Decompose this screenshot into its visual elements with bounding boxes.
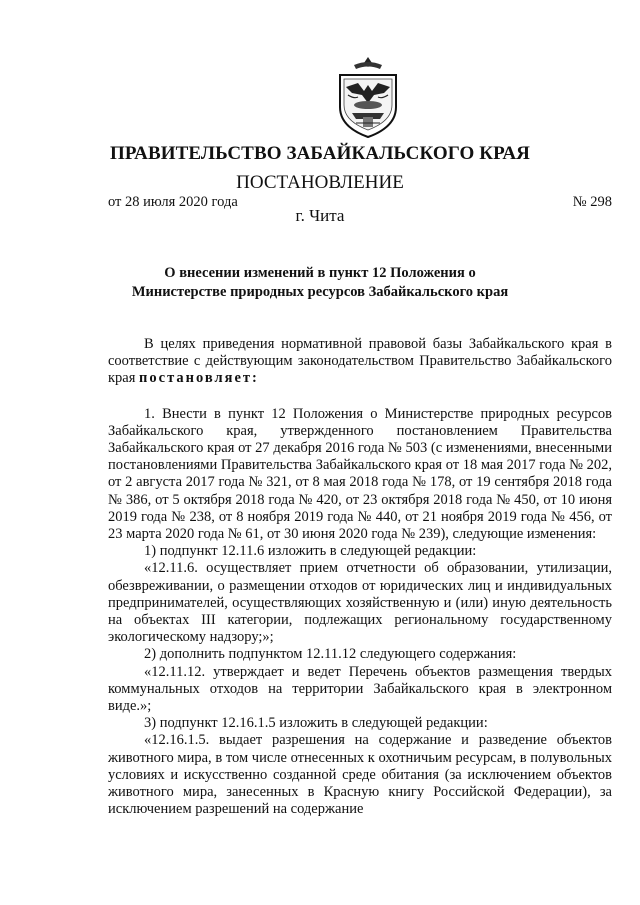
coat-of-arms-icon bbox=[334, 55, 402, 139]
city: г. Чита bbox=[295, 206, 345, 225]
document-body bbox=[108, 336, 612, 818]
paragraph-7: «12.16.1.5. выдает разрешения на содержание и разведение объектов животного мира, в том числе отнесенных к охотничьим ресурсам, в полувольных условиях и искусственно созданной среде обитания (за исключением объектов животного мира, занесенных в Красную книгу Российской Федерации), за исключением разрешений на содержание bbox=[108, 732, 612, 818]
preamble-text: В целях приведения нормативной правовой базы Забайкальского края в соответствие с действующим законодательством Правительство Забайкальского края bbox=[108, 336, 612, 387]
paragraph-5: «12.11.12. утверждает и ведет Перечень объектов размещения твердых коммунальных отходов на территории Забайкальского края в электронном виде.»; bbox=[108, 663, 612, 715]
preamble-paragraph bbox=[108, 336, 612, 388]
document-date: от 28 июля 2020 года bbox=[108, 194, 238, 210]
paragraph-3: «12.11.6. осуществляет прием отчетности об образовании, утилизации, обезвреживании, о размещении отходов от юридических лиц и индивидуальных предпринимателей, осуществляющих хозяйственную и (или) иную деятельность на объектах III категории, подлежащих региональному государственному экологическому надзору;»; bbox=[108, 560, 612, 646]
paragraph-1: 1. Внести в пункт 12 Положения о Министерстве природных ресурсов Забайкальского края, утвержденного постановлением Правительства Забайкальского края от 27 декабря 2016 года № 503 (с изменениями, внесенными постановлениями Правительства Забайкальского края от 18 мая 2017 года № 202, от 2 августа 2017 года № 321, от 8 мая 2018 года № 178, от 19 сентября 2018 года № 386, от 5 октября 2018 года № 420, от 23 октября 2018 года № 450, от 10 июня 2019 года № 238, от 8 ноября 2019 года № 440, от 21 ноября 2019 года № 456, от 23 марта 2020 года № 61, от 30 июня 2020 года № 239), следующие изменения: bbox=[108, 405, 612, 543]
paragraph-6: 3) подпункт 12.16.1.5 изложить в следующей редакции: bbox=[144, 715, 488, 732]
document-number: № 298 bbox=[572, 194, 612, 210]
preamble-verb: постановляет: bbox=[139, 370, 259, 387]
paragraph-2: 1) подпункт 12.11.6 изложить в следующей редакции: bbox=[144, 543, 477, 560]
paragraph-4: 2) дополнить подпунктом 12.11.12 следующего содержания: bbox=[144, 646, 517, 663]
government-title: ПРАВИТЕЛЬСТВО ЗАБАЙКАЛЬСКОГО КРАЯ bbox=[109, 143, 530, 164]
document-subject: О внесении изменений в пункт 12 Положения о Министерстве природных ресурсов Забайкальского края bbox=[131, 265, 509, 300]
document-type: ПОСТАНОВЛЕНИЕ bbox=[236, 172, 404, 193]
